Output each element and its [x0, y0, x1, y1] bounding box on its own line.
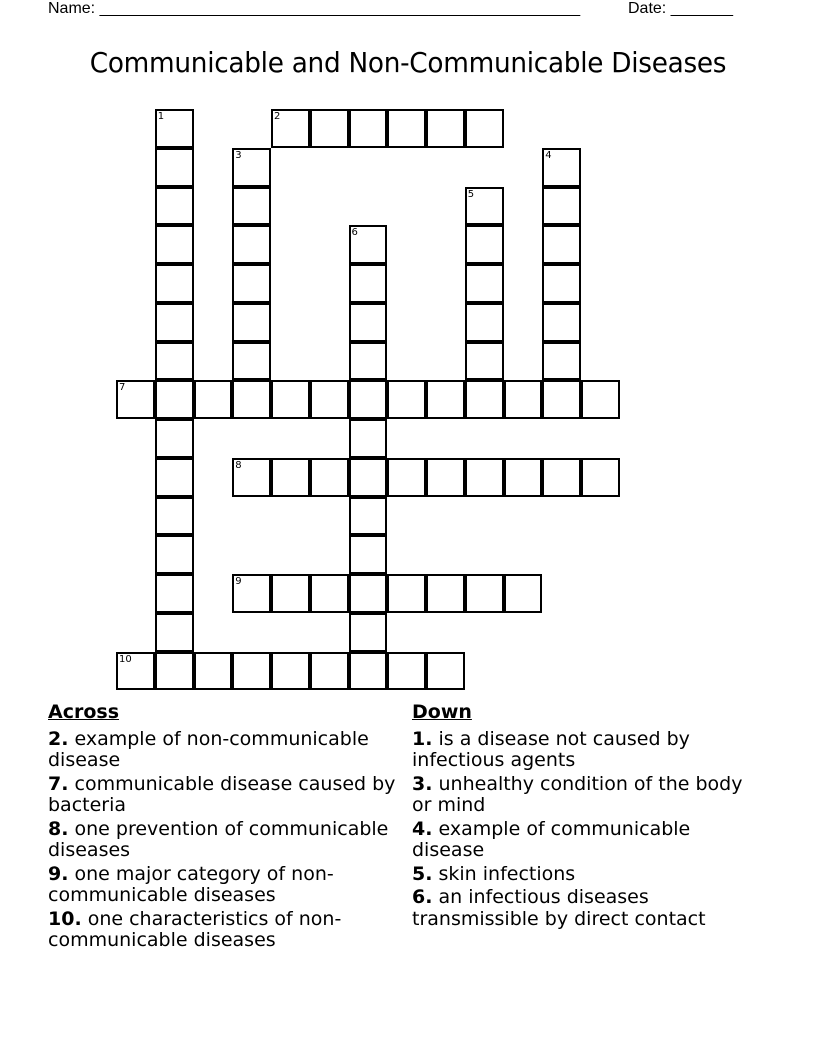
clue-text: example of non-communicable disease — [48, 727, 369, 771]
crossword-cell[interactable] — [232, 574, 271, 613]
clue-across-7 — [48, 774, 398, 817]
clue-number: 6. — [412, 886, 433, 908]
cell-number: 10 — [119, 653, 132, 665]
cell-number: 8 — [235, 459, 242, 471]
crossword-cell[interactable] — [426, 574, 465, 613]
crossword-cell[interactable] — [155, 342, 194, 381]
clue-down-4 — [412, 819, 752, 862]
clue-text: one major category of non-communicable diseases — [48, 862, 334, 906]
crossword-cell[interactable] — [465, 303, 504, 342]
crossword-cell[interactable] — [426, 380, 465, 419]
crossword-cell[interactable] — [310, 574, 349, 613]
crossword-cell[interactable] — [155, 225, 194, 264]
crossword-cell[interactable] — [232, 225, 271, 264]
crossword-cell[interactable] — [232, 264, 271, 303]
crossword-cell[interactable] — [155, 574, 194, 613]
crossword-cell[interactable] — [155, 148, 194, 187]
crossword-cell[interactable] — [542, 187, 581, 226]
clue-down-6 — [412, 887, 752, 930]
crossword-cell[interactable] — [349, 342, 388, 381]
crossword-cell[interactable] — [310, 652, 349, 691]
crossword-cell[interactable] — [465, 574, 504, 613]
crossword-cell[interactable] — [155, 458, 194, 497]
clue-number: 2. — [48, 727, 69, 750]
clue-text: unhealthy condition of the body or mind — [412, 772, 743, 816]
crossword-cell[interactable] — [271, 380, 310, 419]
page-title: Communicable and Non-Communicable Diseases — [89, 46, 727, 79]
crossword-cell[interactable] — [271, 109, 310, 148]
clue-number: 10. — [48, 907, 82, 930]
clue-number: 3. — [412, 772, 433, 795]
crossword-cell[interactable] — [232, 652, 271, 691]
crossword-cell[interactable] — [581, 458, 620, 497]
crossword-cell[interactable] — [349, 497, 388, 536]
clue-text: an infectious diseases transmissible by direct contact — [412, 886, 706, 930]
clue-across-10 — [48, 909, 398, 952]
clue-text: one characteristics of non-communicable diseases — [48, 907, 342, 951]
crossword-cell[interactable] — [232, 303, 271, 342]
crossword-cell[interactable] — [155, 303, 194, 342]
crossword-cell[interactable] — [349, 303, 388, 342]
crossword-cell[interactable] — [542, 264, 581, 303]
crossword-cell[interactable] — [465, 264, 504, 303]
crossword-cell[interactable] — [542, 148, 581, 187]
clue-down-1 — [412, 729, 752, 772]
crossword-cell[interactable] — [387, 574, 426, 613]
down-heading: Down — [412, 701, 472, 723]
crossword-cell[interactable] — [465, 380, 504, 419]
crossword-cell[interactable] — [155, 419, 194, 458]
crossword-cell[interactable] — [349, 535, 388, 574]
crossword-cell[interactable] — [155, 497, 194, 536]
crossword-cell[interactable] — [426, 458, 465, 497]
crossword-cell[interactable] — [504, 380, 543, 419]
cell-number: 5 — [467, 188, 475, 200]
cell-number: 6 — [351, 227, 358, 239]
crossword-cell[interactable] — [542, 458, 581, 497]
crossword-cell[interactable] — [232, 342, 271, 381]
clue-text: example of communicable disease — [412, 817, 691, 861]
crossword-cell[interactable] — [232, 148, 271, 187]
name-field-line[interactable]: ______________________________________________________ — [99, 0, 581, 17]
crossword-cell[interactable] — [155, 109, 194, 148]
crossword-cell[interactable] — [581, 380, 620, 419]
clue-across-2 — [48, 729, 398, 772]
crossword-cell[interactable] — [426, 652, 465, 691]
cell-number: 1 — [157, 111, 165, 122]
crossword-cell[interactable] — [426, 109, 465, 148]
clue-number: 1. — [412, 727, 433, 750]
crossword-cell[interactable] — [542, 380, 581, 419]
crossword-cell[interactable] — [194, 652, 233, 691]
clue-across-9 — [48, 864, 398, 907]
crossword-cell[interactable] — [116, 380, 155, 419]
clue-across-8 — [48, 819, 398, 862]
crossword-cell[interactable] — [155, 264, 194, 303]
crossword-cell[interactable] — [232, 380, 271, 419]
crossword-cell[interactable] — [310, 380, 349, 419]
clue-number: 4. — [412, 817, 433, 840]
cell-number: 4 — [545, 149, 552, 161]
clue-down-3 — [412, 774, 752, 817]
crossword-cell[interactable] — [194, 380, 233, 419]
crossword-cell[interactable] — [465, 225, 504, 264]
crossword-cell[interactable] — [349, 419, 388, 458]
crossword-cell[interactable] — [387, 652, 426, 691]
crossword-cell[interactable] — [232, 458, 271, 497]
crossword-cell[interactable] — [310, 458, 349, 497]
crossword-cell[interactable] — [465, 109, 504, 148]
crossword-cell[interactable] — [155, 613, 194, 652]
clue-text: communicable disease caused by bacteria — [48, 772, 396, 816]
crossword-cell[interactable] — [310, 109, 349, 148]
clue-down-5 — [412, 864, 752, 886]
clue-number: 8. — [48, 817, 69, 840]
crossword-cell[interactable] — [542, 303, 581, 342]
crossword-cell[interactable] — [155, 535, 194, 574]
crossword-cell[interactable] — [155, 187, 194, 226]
crossword-cell[interactable] — [465, 458, 504, 497]
crossword-cell[interactable] — [387, 380, 426, 419]
crossword-cell[interactable] — [465, 187, 504, 226]
crossword-cell[interactable] — [349, 652, 388, 691]
down-clues — [412, 702, 752, 932]
clue-number: 7. — [48, 772, 69, 795]
crossword-cell[interactable] — [504, 458, 543, 497]
name-label-text: Name: — [48, 0, 96, 17]
across-heading: Across — [48, 701, 120, 723]
crossword-cell[interactable] — [155, 380, 194, 419]
crossword-cell[interactable] — [542, 225, 581, 264]
crossword-cell[interactable] — [387, 109, 426, 148]
crossword-cell[interactable] — [271, 652, 310, 691]
crossword-cell[interactable] — [349, 109, 388, 148]
crossword-cell[interactable] — [116, 652, 155, 691]
cell-number: 3 — [235, 149, 242, 161]
crossword-cell[interactable] — [542, 342, 581, 381]
date-field[interactable]: Date: _______ — [628, 0, 733, 17]
crossword-cell[interactable] — [271, 574, 310, 613]
clue-text: skin infections — [438, 862, 576, 885]
clue-text: one prevention of communicable diseases — [48, 817, 389, 861]
crossword-cell[interactable] — [271, 458, 310, 497]
crossword-cell[interactable] — [349, 574, 388, 613]
crossword-cell[interactable] — [387, 458, 426, 497]
clue-text: is a disease not caused by infectious agents — [412, 727, 690, 771]
cell-number: 2 — [274, 111, 281, 122]
crossword-cell[interactable] — [349, 264, 388, 303]
crossword-cell[interactable] — [465, 342, 504, 381]
crossword-cell[interactable] — [349, 225, 388, 264]
cell-number: 7 — [119, 382, 126, 394]
across-clues — [48, 702, 398, 954]
crossword-cell[interactable] — [232, 187, 271, 226]
crossword-cell[interactable] — [349, 380, 388, 419]
crossword-cell[interactable] — [155, 652, 194, 691]
crossword-cell[interactable] — [349, 458, 388, 497]
crossword-cell[interactable] — [504, 574, 543, 613]
crossword-cell[interactable] — [349, 613, 388, 652]
clue-number: 9. — [48, 862, 69, 885]
clue-number: 5. — [412, 862, 433, 885]
cell-number: 9 — [235, 576, 242, 587]
